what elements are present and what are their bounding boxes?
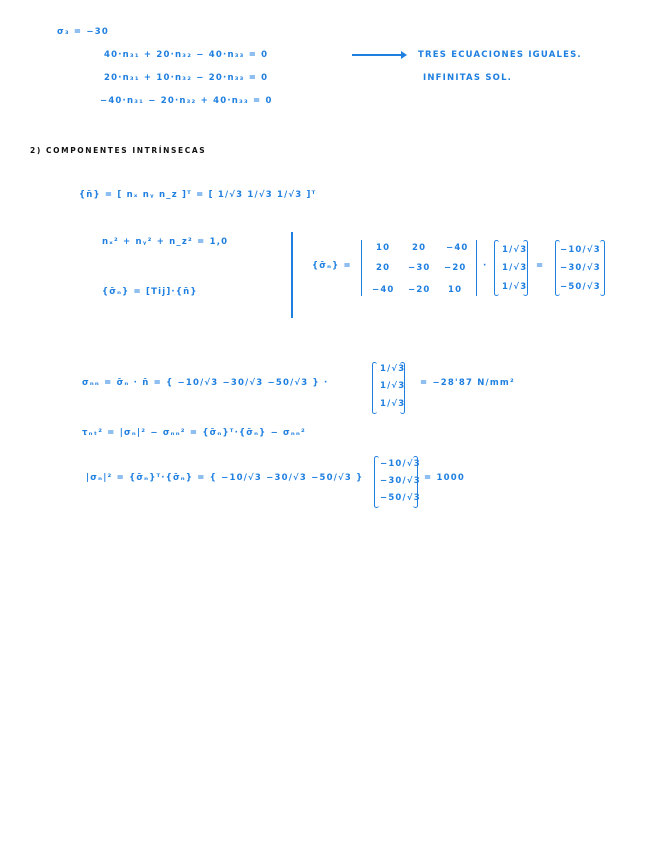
section-heading: 2) COMPONENTES INTRÍNSECAS (30, 146, 207, 155)
result-right-bracket (600, 240, 605, 296)
n-vector-left-bracket (494, 240, 499, 296)
n-vector-entry: 1/√3 (502, 245, 528, 255)
divider-line (291, 232, 293, 318)
n-vector-entry: 1/√3 (502, 263, 528, 273)
note-equal-equations: TRES ECUACIONES IGUALES. (418, 50, 582, 60)
tensor-cell: 20 (412, 243, 427, 253)
sigma-nn-vec-right-bracket (400, 362, 405, 414)
sigma3-line: σ₃ = −30 (57, 27, 109, 37)
tensor-cell: −40 (372, 285, 395, 295)
equation-1: 40·n₃₁ + 20·n₃₂ − 40·n₃₃ = 0 (104, 50, 269, 60)
equation-2: 20·n₃₁ + 10·n₃₂ − 20·n₃₃ = 0 (104, 73, 269, 83)
normal-vector-line: {n̄} = [ nₓ nᵧ n_z ]ᵀ = [ 1/√3 1/√3 1/√3 ]ᵀ (79, 190, 317, 200)
tensor-cell: 10 (448, 285, 463, 295)
tensor-cell: −20 (408, 285, 431, 295)
sigma-nn-vec-entry: 1/√3 (380, 381, 406, 391)
traction-definition: {σ̄ₙ} = [Tij]·{n̄} (102, 287, 198, 297)
mod-vec-left-bracket (374, 456, 379, 508)
tensor-cell: −40 (446, 243, 469, 253)
mod-vec-entry: −30/√3 (380, 476, 421, 486)
sigma-nn-vec-entry: 1/√3 (380, 399, 406, 409)
tensor-cell: 20 (376, 263, 391, 273)
matrix-right-bar (476, 240, 477, 296)
tensor-cell: 10 (376, 243, 391, 253)
sigma-nn-vec-left-bracket (372, 362, 377, 414)
mod-vec-entry: −50/√3 (380, 493, 421, 503)
equals-sign: = (536, 261, 545, 271)
norm-condition: nₓ² + nᵧ² + n_z² = 1,0 (102, 237, 229, 247)
result-entry: −50/√3 (560, 282, 601, 292)
mod-vec-right-bracket (413, 456, 418, 508)
matrix-left-bar (361, 240, 362, 296)
sigma-nn-vec-entry: 1/√3 (380, 364, 406, 374)
modulus-expression: |σₙ|² = {σ̄ₙ}ᵀ·{σ̄ₙ} = { −10/√3 −30/√3 −50/√3 } (86, 473, 364, 483)
note-infinite-solutions: INFINITAS SOL. (423, 73, 513, 83)
n-vector-right-bracket (523, 240, 528, 296)
right-arrow-icon (352, 54, 402, 56)
modulus-result: = 1000 (424, 473, 465, 483)
dot-operator: · (483, 261, 488, 271)
equation-3: −40·n₃₁ − 20·n₃₂ + 40·n₃₃ = 0 (100, 96, 273, 106)
mod-vec-entry: −10/√3 (380, 459, 421, 469)
sigma-nn-expression: σₙₙ = σ̄ₙ · n̄ = { −10/√3 −30/√3 −50/√3 } · (82, 378, 329, 388)
tensor-cell: −20 (444, 263, 467, 273)
n-vector-entry: 1/√3 (502, 282, 528, 292)
traction-label: {σ̄ₙ} = (312, 261, 352, 271)
result-entry: −10/√3 (560, 245, 601, 255)
tau-expression: τₙₜ² = |σₙ|² − σₙₙ² = {σ̄ₙ}ᵀ·{σ̄ₙ} − σₙₙ² (82, 428, 306, 438)
tensor-cell: −30 (408, 263, 431, 273)
sigma-nn-result: = −28'87 N/mm² (420, 378, 515, 388)
result-entry: −30/√3 (560, 263, 601, 273)
